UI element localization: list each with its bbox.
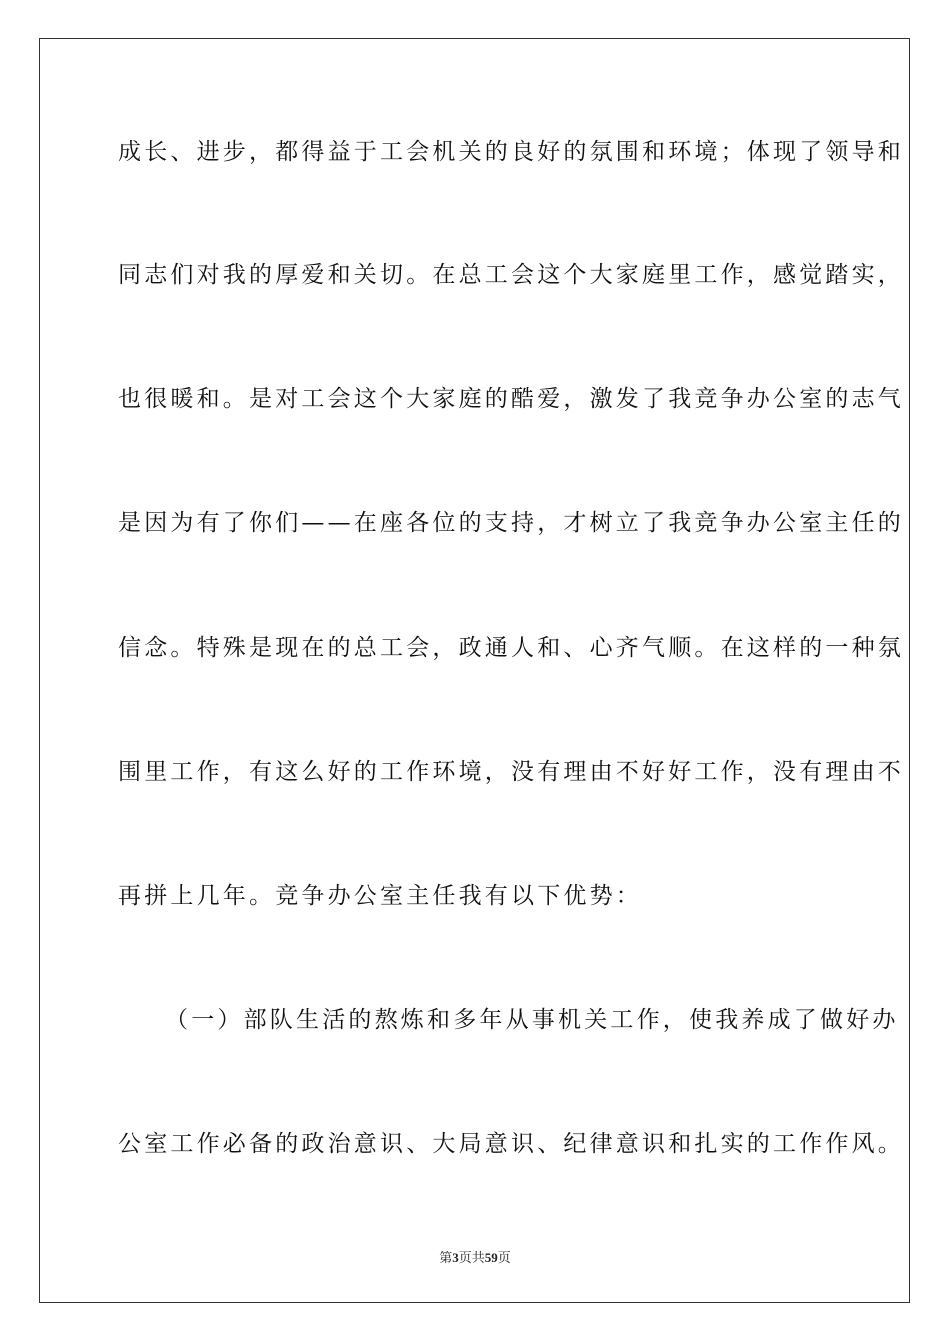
total-prefix: 共 [471, 1250, 485, 1265]
paragraph-line-1: 成长、进步，都得益于工会机关的良好的氛围和环境；体现了领导和 [118, 139, 904, 165]
page-number: 3 [452, 1250, 459, 1265]
paragraph-line-7: 再拼上几年。竞争办公室主任我有以下优势： [118, 883, 642, 909]
paragraph-line-3: 也很暖和。是对工会这个大家庭的酷爱，激发了我竞争办公室的志气 [118, 386, 904, 412]
paragraph-line-2: 同志们对我的厚爱和关切。在总工会这个大家庭里工作，感觉踏实， [118, 262, 904, 288]
paragraph-line-6: 围里工作，有这么好的工作环境，没有理由不好好工作，没有理由不 [118, 759, 904, 785]
page-suffix: 页 [458, 1250, 472, 1265]
paragraph-line-9: 公室工作必备的政治意识、大局意识、纪律意识和扎实的工作作风。 [118, 1131, 904, 1157]
paragraph-line-4: 是因为有了你们——在座各位的支持，才树立了我竞争办公室主任的 [118, 510, 904, 536]
page-footer [0, 1250, 950, 1266]
page-border [39, 38, 910, 1303]
total-suffix: 页 [497, 1250, 511, 1265]
paragraph-line-8: （一）部队生活的熬炼和多年从事机关工作，使我养成了做好办 [165, 1007, 899, 1033]
total-pages: 59 [484, 1250, 498, 1265]
paragraph-line-5: 信念。特殊是现在的总工会，政通人和、心齐气顺。在这样的一种氛 [118, 635, 904, 661]
page-prefix: 第 [439, 1250, 453, 1265]
